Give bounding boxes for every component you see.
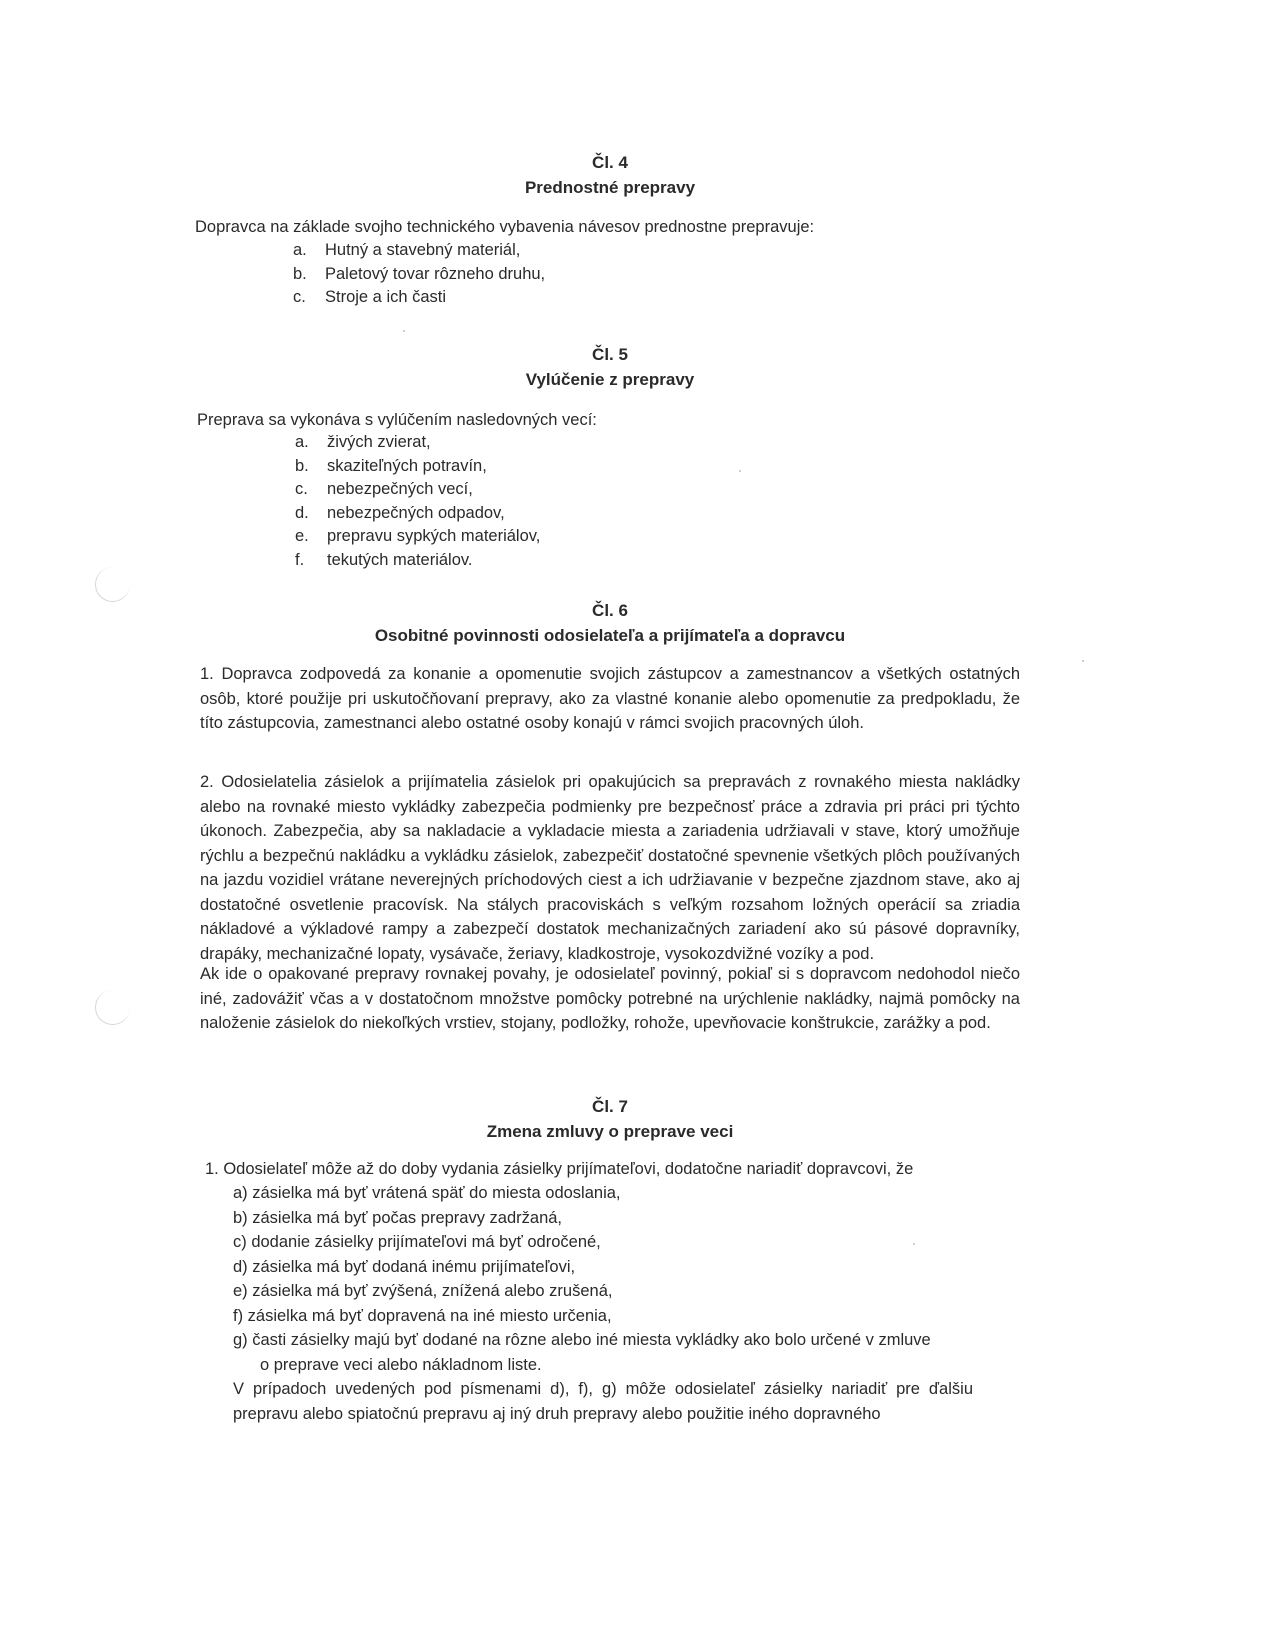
- article-7-closing: V prípadoch uvedených pod písmenami d), f), g) môže odosielateľ zásielky nariadiť pre ďalšiu prepravu alebo spiatočnú prepravu aj iný druh prepravy alebo použitie iného dopravného: [233, 1380, 973, 1423]
- list-item: b. skaziteľných potravín,: [295, 456, 487, 475]
- list-item: g) časti zásielky majú byť dodané na rôzne alebo iné miesta vykládky ako bolo určené v zmluve: [233, 1331, 931, 1349]
- scan-speck: [739, 470, 741, 472]
- article-4-intro: Dopravca na základe svojho technického vybavenia návesov prednostne prepravuje:: [195, 218, 815, 236]
- list-item: e. prepravu sypkých materiálov,: [295, 527, 541, 545]
- scan-speck: [403, 330, 405, 332]
- list-item: d) zásielka má byť dodaná inému prijímateľovi,: [233, 1257, 576, 1276]
- article-6-heading: [300, 598, 920, 648]
- list-item: a. Hutný a stavebný materiál,: [293, 241, 521, 259]
- article-5-list: [295, 431, 895, 572]
- list-item: e) zásielka má byť zvýšená, znížená alebo zrušená,: [233, 1282, 613, 1300]
- article-5-number: Čl. 5: [592, 345, 628, 364]
- scan-speck: [913, 1243, 915, 1245]
- list-item: f. tekutých materiálov.: [295, 550, 473, 569]
- punch-hole-mark: [95, 990, 130, 1025]
- article-6-paragraph-3: Ak ide o opakované prepravy rovnakej povahy, je odosielateľ povinný, pokiaľ si s dopravcom nedohodol niečo iné, zadovážiť včas a v dostatočnom množstve pomôcky potrebné na urýchlenie nakládky, najmä pomôcky na naloženie zásielok do niekoľkých vrstiev, stojany, podložky, rohože, upevňovacie konštrukcie, zarážky a pod.: [200, 965, 1020, 1032]
- article-6-number: Čl. 6: [592, 601, 628, 620]
- list-item: c) dodanie zásielky prijímateľovi má byť odročené,: [233, 1233, 601, 1251]
- article-6-paragraph-1: 1. Dopravca zodpovedá za konanie a opomenutie svojich zástupcov a zamestnancov a všetkých ostatných osôb, ktoré použije pri uskutočňovaní prepravy, ako za vlastné konanie alebo opomenutie za predpokladu, že títo zástupcovia, zamestnanci alebo ostatné osoby konajú v rámci svojich pracovných úloh.: [200, 665, 1020, 732]
- article-7-title: Zmena zmluvy o preprave veci: [486, 1122, 734, 1141]
- list-item: c. nebezpečných vecí,: [295, 480, 473, 498]
- article-7-heading: [440, 1094, 780, 1144]
- article-7-number: Čl. 7: [592, 1097, 628, 1116]
- article-4-number: Čl. 4: [592, 153, 628, 172]
- article-4-list: [293, 239, 893, 310]
- article-7-list: [205, 1181, 1035, 1426]
- list-item: a) zásielka má byť vrátená späť do miesta odoslania,: [233, 1184, 621, 1202]
- article-4-title: Prednostné prepravy: [524, 178, 696, 197]
- article-5-intro: Preprava sa vykonáva s vylúčením nasledovných vecí:: [197, 411, 597, 429]
- list-item: d. nebezpečných odpadov,: [295, 503, 505, 522]
- article-6-title: Osobitné povinnosti odosielateľa a prijímateľa a dopravcu: [374, 626, 846, 645]
- punch-hole-mark: [95, 567, 130, 602]
- article-5-title: Vylúčenie z prepravy: [525, 370, 695, 389]
- article-4-heading: [440, 150, 780, 200]
- list-item: a. živých zvierat,: [295, 433, 431, 451]
- article-7-intro: 1. Odosielateľ môže až do doby vydania zásielky prijímateľovi, dodatočne nariadiť dopravcovi, že: [205, 1160, 914, 1178]
- list-item: f) zásielka má byť dopravená na iné miesto určenia,: [233, 1306, 612, 1325]
- article-5-heading: [440, 342, 780, 392]
- article-6-paragraph-2: 2. Odosielatelia zásielok a prijímatelia zásielok pri opakujúcich sa prepravách z rovnakého miesta nakládky alebo na rovnaké miesto vykládky zabezpečia podmienky pre bezpečnosť práce a zdravia pri práci pri týchto úkonoch. Zabezpečia, aby sa nakladacie a vykladacie miesta a zariadenia udržiavali v stave, ktorý umožňuje rýchlu a bezpečnú nakládku a vykládku zásielok, zabezpečiť dostatočné spevnenie všetkých plôch používaných na jazdu vozidiel vrátane neverejných príchodových ciest a ich udržiavanie v bezpečne zjazdnom stave, ako aj dostatočné osvetlenie pracovísk. Na stálych pracoviskách s veľkým rozsahom ložných operácií sa zriadia nákladové a výkladové rampy a zabezpečí dostatok mechanizačných zariadení ako sú pásové dopravníky, drapáky, mechanizačné lopaty, vysávače, žeriavy, kladkostroje, vysokozdvižné vozíky a pod.: [200, 773, 1020, 963]
- list-item: b. Paletový tovar rôzneho druhu,: [293, 264, 546, 283]
- list-item: b) zásielka má byť počas prepravy zadržaná,: [233, 1208, 563, 1227]
- list-item-continuation: o preprave veci alebo nákladnom liste.: [260, 1355, 542, 1374]
- list-item: c. Stroje a ich časti: [293, 288, 447, 306]
- scan-speck: [1082, 660, 1084, 662]
